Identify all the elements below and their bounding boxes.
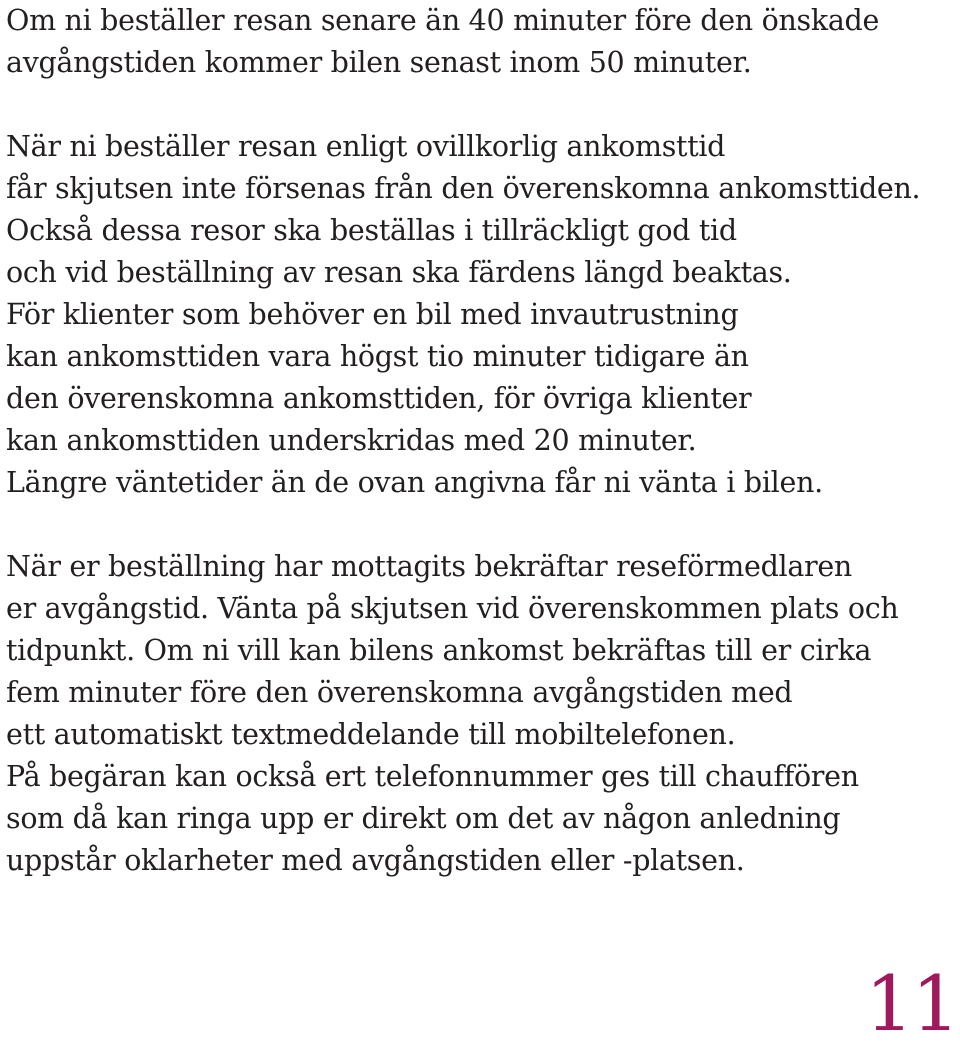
blank-line [6, 84, 946, 126]
text-line: När ni beställer resan enligt ovillkorlig ankomsttid [6, 130, 726, 163]
text-line: Också dessa resor ska beställas i tillräckligt god tid [6, 214, 737, 247]
text-line: Om ni beställer resan senare än 40 minuter före den önskade [6, 4, 880, 37]
text-line: som då kan ringa upp er direkt om det av någon anledning [6, 802, 841, 835]
text-line: För klienter som behöver en bil med invautrustning [6, 298, 739, 331]
text-line: ett automatiskt textmeddelande till mobiltelefonen. [6, 718, 736, 751]
text-line: kan ankomsttiden vara högst tio minuter tidigare än [6, 340, 749, 373]
text-line: uppstår oklarheter med avgångstiden eller -platsen. [6, 844, 745, 877]
body-text [6, 0, 946, 882]
text-line: kan ankomsttiden underskridas med 20 minuter. [6, 424, 697, 457]
blank-line [6, 504, 946, 546]
text-line: får skjutsen inte försenas från den överenskomna ankomsttiden. [6, 172, 921, 205]
text-line: avgångstiden kommer bilen senast inom 50 minuter. [6, 46, 752, 79]
page-number: 11 [865, 959, 958, 1048]
text-line: Längre väntetider än de ovan angivna får ni vänta i bilen. [6, 466, 823, 499]
text-line: den överenskomna ankomsttiden, för övriga klienter [6, 382, 752, 415]
text-line: fem minuter före den överenskomna avgångstiden med [6, 676, 793, 709]
text-line: och vid beställning av resan ska färdens längd beaktas. [6, 256, 792, 289]
text-line: När er beställning har mottagits bekräftar reseförmedlaren [6, 550, 852, 583]
text-line: På begäran kan också ert telefonnummer ges till chauffören [6, 760, 859, 793]
text-line: er avgångstid. Vänta på skjutsen vid överenskommen plats och [6, 592, 899, 625]
text-line: tidpunkt. Om ni vill kan bilens ankomst bekräftas till er cirka [6, 634, 872, 667]
